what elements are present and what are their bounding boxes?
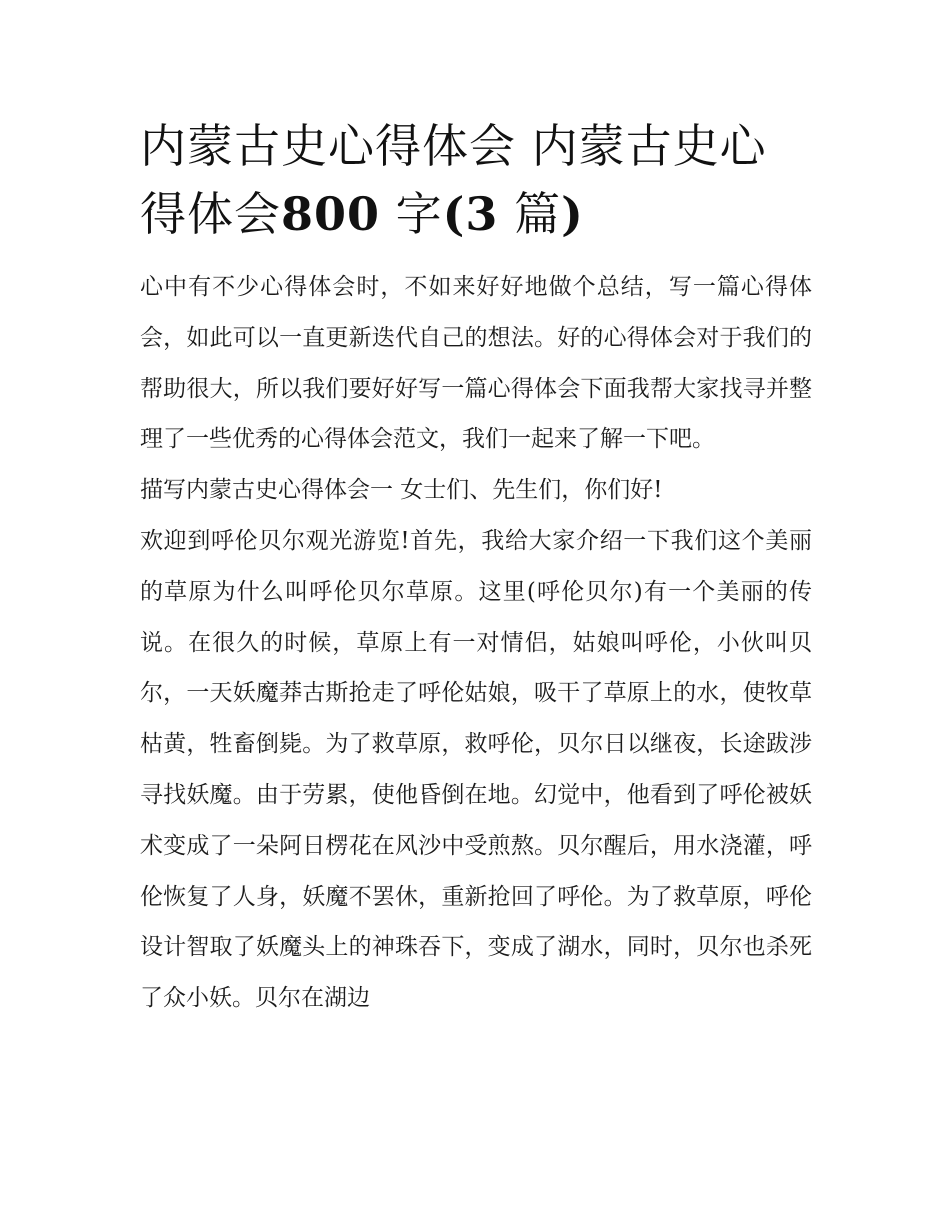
paragraph-intro: 心中有不少心得体会时，不如来好好地做个总结，写一篇心得体会，如此可以一直更新迭代自己的想法。好的心得体会对于我们的帮助很大，所以我们要好好写一篇心得体会下面我帮大家找寻并整理了一些优秀的心得体会范文，我们一起来了解一下吧。 xyxy=(140,274,812,453)
title-text-2: 字 xyxy=(395,187,443,241)
document-title xyxy=(140,112,812,248)
title-count: (3 xyxy=(442,187,499,241)
document-page xyxy=(140,112,812,1024)
title-text-1: 内蒙古史心得体会 内蒙古史心得体会 xyxy=(140,119,767,241)
paragraph-story: 欢迎到呼伦贝尔观光游览!首先，我给大家介绍一下我们这个美丽的草原为什么叫呼伦贝尔草原。这里(呼伦贝尔)有一个美丽的传说。在很久的时候，草原上有一对情侣，姑娘叫呼伦，小伙叫贝尔，一天妖魔莽古斯抢走了呼伦姑娘，吸干了草原上的水，使牧草枯黄，牲畜倒毙。为了救草原，救呼伦，贝尔日以继夜，长途跋涉寻找妖魔。由于劳累，使他昏倒在地。幻觉中，他看到了呼伦被妖术变成了一朵阿日楞花在风沙中受煎熬。贝尔醒后，用水浇灌，呼伦恢复了人身，妖魔不罢休，重新抢回了呼伦。为了救草原，呼伦设计智取了妖魔头上的神珠吞下，变成了湖水，同时，贝尔也杀死了众小妖。贝尔在湖边 xyxy=(140,527,812,1012)
document-body xyxy=(140,262,812,1024)
paragraph-heading: 描写内蒙古史心得体会一 女士们、先生们，你们好! xyxy=(140,477,663,504)
title-text-3: 篇 xyxy=(514,187,562,241)
title-paren: ) xyxy=(561,187,584,241)
title-number: 800 xyxy=(281,187,381,241)
